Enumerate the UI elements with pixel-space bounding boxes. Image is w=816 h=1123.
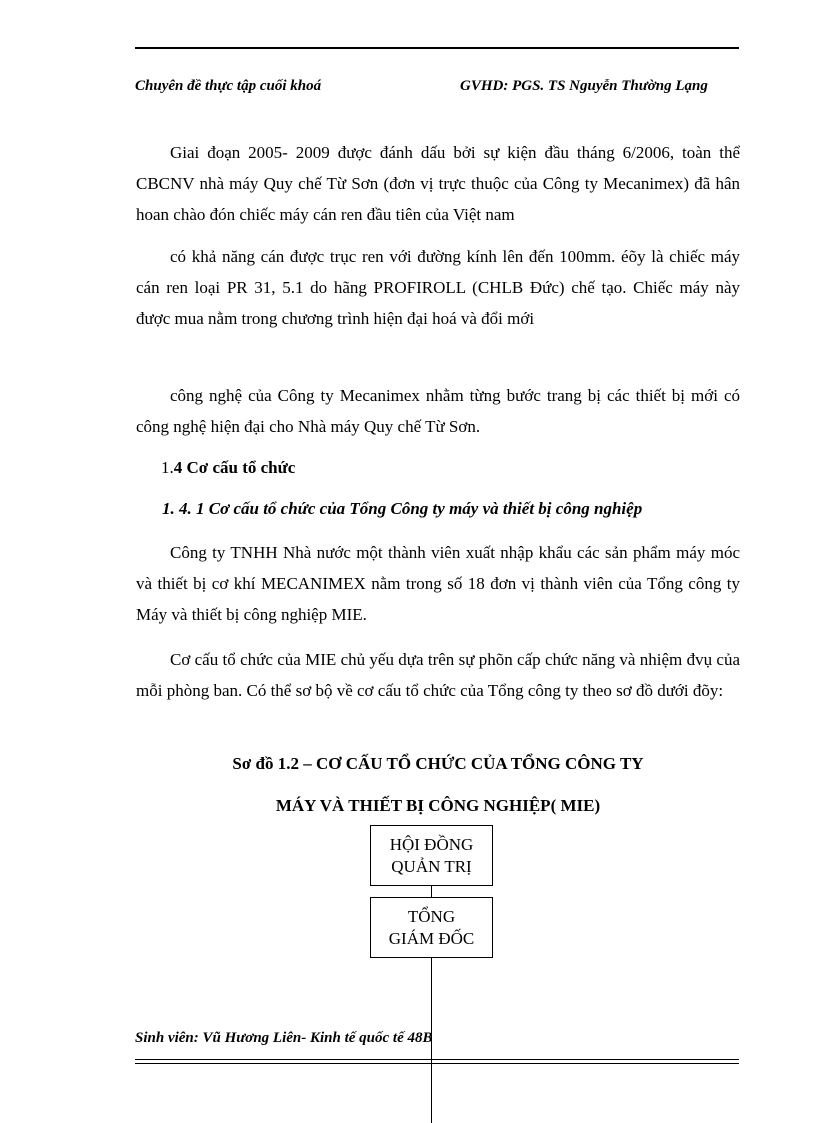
diagram-title-line1: Sơ đồ 1.2 – CƠ CẤU TỔ CHỨC CỦA TỔNG CÔNG TY: [232, 754, 644, 773]
board-box-line1: HỘI ĐỒNG: [389, 834, 474, 854]
footer-student: Sinh viên: Vũ Hương Liên- Kinh tế quốc tế 48B: [135, 1030, 433, 1046]
connector-line-1: [431, 886, 432, 897]
paragraph-1: [136, 137, 740, 230]
paragraph-5-text: Cơ cấu tổ chức của MIE chủ yếu dựa trên sự phõn cấp chức năng và nhiệm đvụ của mỗi phòng ban. Có thể sơ bộ về cơ cấu tổ chức của Tổng công ty theo sơ đồ dưới đõy:: [136, 650, 740, 700]
org-box-board-of-directors: [370, 825, 493, 886]
paragraph-4: [136, 537, 740, 630]
footer-rule-2: [135, 1063, 739, 1064]
director-box-line1: TỔNG: [407, 906, 456, 926]
header-supervisor: GVHD: PGS. TS Nguyễn Thường Lạng: [460, 78, 708, 94]
footer-rule-1: [135, 1059, 739, 1060]
paragraph-3: [136, 380, 740, 442]
paragraph-5: [136, 644, 740, 706]
paragraph-3-text: công nghệ của Công ty Mecanimex nhằm từng bước trang bị các thiết bị mới có công nghệ hiện đại cho Nhà máy Quy chế Từ Sơn.: [136, 386, 740, 436]
section-number: 1.: [161, 458, 174, 477]
paragraph-1-text: Giai đoạn 2005- 2009 được đánh dấu bởi sự kiện đầu tháng 6/2006, toàn thể CBCNV nhà máy Quy chế Từ Sơn (đơn vị trực thuộc của Công ty Mecanimex) đã hân hoan chào đón chiếc máy cán ren đầu tiên của Việt nam: [136, 143, 740, 224]
header-course-title: Chuyên đề thực tập cuối khoá: [135, 78, 322, 94]
diagram-title-line2: MÁY VÀ THIẾT BỊ CÔNG NGHIỆP( MIE): [275, 796, 601, 815]
board-box-line2: QUẢN TRỊ: [391, 856, 472, 876]
paragraph-2: [136, 241, 740, 334]
header-rule: [135, 47, 739, 49]
section-heading-1-4: [161, 458, 295, 478]
director-box-line2: GIÁM ĐỐC: [388, 928, 475, 948]
subsection-heading-1-4-1: 1. 4. 1 Cơ cấu tổ chức của Tổng Công ty máy và thiết bị công nghiệp: [162, 499, 643, 518]
org-box-general-director: [370, 897, 493, 958]
paragraph-4-text: Công ty TNHH Nhà nước một thành viên xuất nhập khẩu các sản phẩm máy móc và thiết bị cơ khí MECANIMEX nằm trong số 18 đơn vị thành viên của Tổng công ty Máy và thiết bị công nghiệp MIE.: [136, 543, 740, 624]
section-title: 4 Cơ cấu tổ chức: [173, 458, 296, 477]
paragraph-2-text: có khả năng cán được trục ren với đường kính lên đến 100mm. éõy là chiếc máy cán ren loại PR 31, 5.1 do hãng PROFIROLL (CHLB Đức) chế tạo. Chiếc máy này được mua nằm trong chương trình hiện đại hoá và đổi mới: [136, 247, 740, 328]
